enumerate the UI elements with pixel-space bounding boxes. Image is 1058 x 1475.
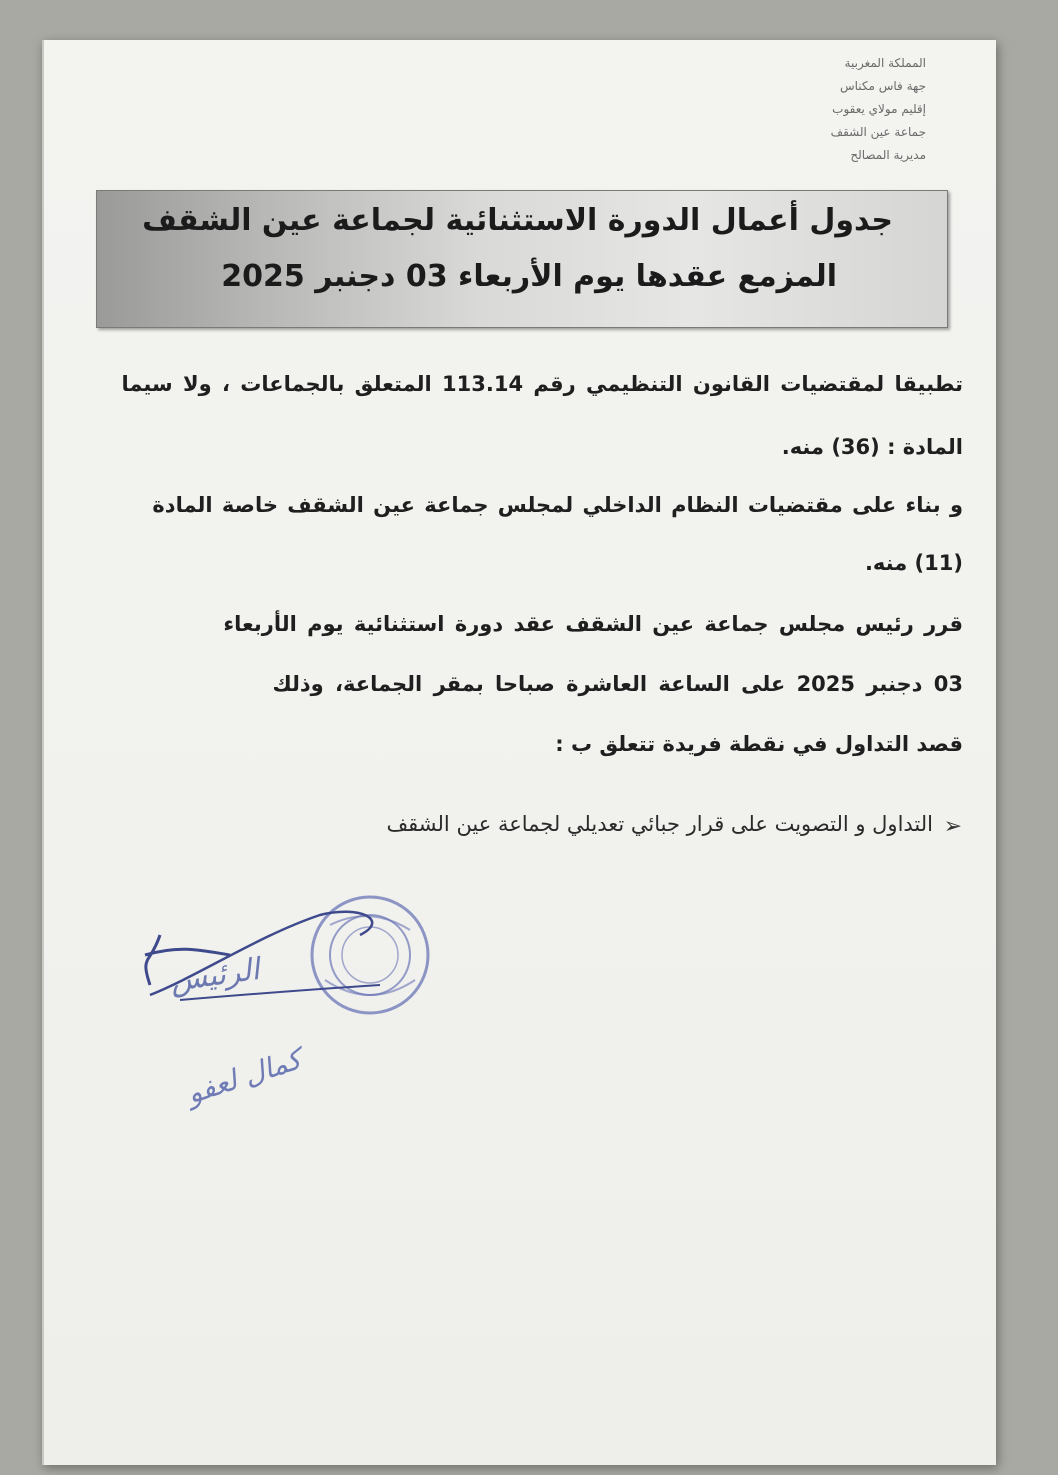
letterhead-line: جهة فاس مكناس xyxy=(839,79,926,93)
body-line-7: قصد التداول في نقطة فريدة تتعلق ب : xyxy=(555,732,963,756)
body-line-3: و بناء على مقتضيات النظام الداخلي لمجلس جماعة عين الشقف خاصة المادة xyxy=(152,493,963,517)
body-line-6: 03 دجنبر 2025 على الساعة العاشرة صباحا بمقر الجماعة، وذلك xyxy=(272,672,963,696)
body-line-2: المادة : (36) منه. xyxy=(781,435,963,459)
title-line-2: المزمع عقدها يوم الأربعاء 03 دجنبر 2025 xyxy=(221,259,837,294)
body-line-4: (11) منه. xyxy=(864,551,963,575)
body-line-5: قرر رئيس مجلس جماعة عين الشقف عقد دورة استثنائية يوم الأربعاء xyxy=(223,612,963,636)
letterhead-line: إقليم مولاي يعقوب xyxy=(832,102,926,116)
title-line-1: جدول أعمال الدورة الاستثنائية لجماعة عين الشقف xyxy=(142,203,893,238)
stamp-icon xyxy=(120,895,440,1125)
letterhead-line: جماعة عين الشقف xyxy=(830,125,926,139)
arrow-bullet-icon: ➢ xyxy=(943,814,962,839)
title-box xyxy=(96,190,948,328)
letterhead-line: المملكة المغربية xyxy=(844,56,926,70)
letterhead-line: مديرية المصالح xyxy=(850,148,926,162)
body-line-1: تطبيقا لمقتضيات القانون التنظيمي رقم 113.14 المتعلق بالجماعات ، ولا سيما xyxy=(121,372,963,396)
signatory-title: الرئيس xyxy=(168,951,262,1000)
letterhead xyxy=(686,52,926,167)
agenda-item: التداول و التصويت على قرار جبائي تعديلي لجماعة عين الشقف xyxy=(386,812,933,836)
signatory-name: كمال لعفو xyxy=(182,1042,306,1111)
signature-area xyxy=(120,895,440,1125)
